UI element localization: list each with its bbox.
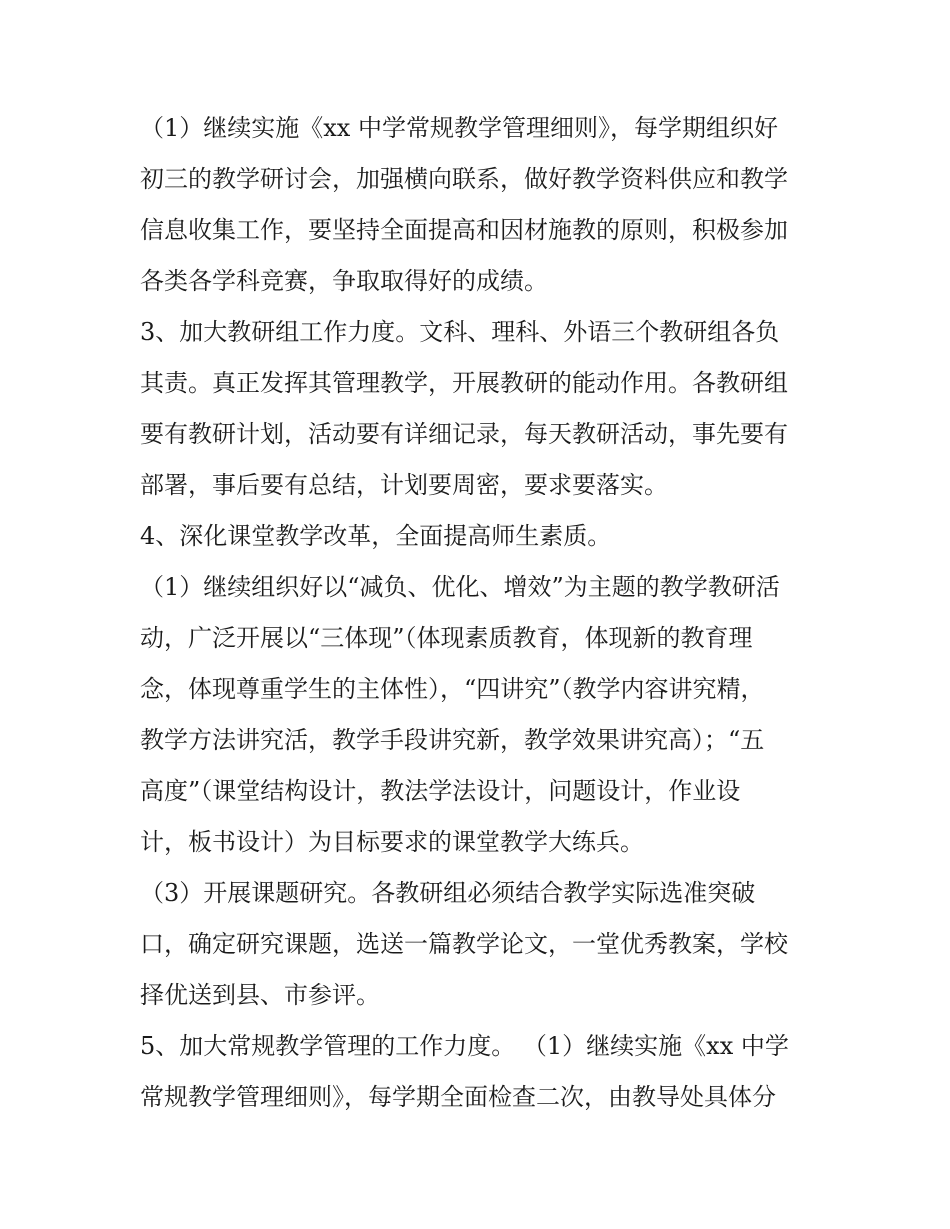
text-line: 要有教研计划，活动要有详细记录，每天教研活动，事先要有 — [140, 420, 788, 448]
text-line: 动，广泛开展以“三体现”（体现素质教育，体现新的教育理 — [140, 624, 753, 652]
text-line: 念，体现尊重学生的主体性），“四讲究”（教学内容讲究精， — [140, 675, 765, 703]
text-line: 高度”（课堂结构设计，教法学法设计，问题设计，作业设 — [140, 777, 741, 805]
text-line: 口，确定研究课题，选送一篇教学论文，一堂优秀教案，学校 — [140, 930, 788, 958]
text-line: （1）继续实施《xx 中学常规教学管理细则》，每学期组织好 — [140, 114, 778, 142]
text-line: 计，板书设计）为目标要求的课堂教学大练兵。 — [140, 828, 644, 856]
text-line: 信息收集工作，要坚持全面提高和因材施教的原则，积极参加 — [140, 216, 788, 244]
text-line: 各类各学科竞赛，争取取得好的成绩。 — [140, 267, 548, 295]
text-line: 常规教学管理细则》，每学期全面检查二次，由教导处具体分 — [140, 1083, 776, 1111]
text-line: 3、加大教研组工作力度。文科、理科、外语三个教研组各负 — [140, 318, 780, 346]
text-line: 5、加大常规教学管理的工作力度。 （1）继续实施《xx 中学 — [140, 1032, 789, 1060]
text-line: 部署，事后要有总结，计划要周密，要求要落实。 — [140, 471, 668, 499]
text-line: 4、深化课堂教学改革，全面提高师生素质。 — [140, 522, 612, 550]
document-body — [140, 103, 820, 1123]
text-line: 其责。真正发挥其管理教学，开展教研的能动作用。各教研组 — [140, 369, 788, 397]
text-line: 择优送到县、市参评。 — [140, 981, 380, 1009]
text-line: （1）继续组织好以“减负、优化、增效”为主题的教学教研活 — [140, 573, 780, 601]
text-line: （3）开展课题研究。各教研组必须结合教学实际选准突破 — [140, 879, 756, 907]
text-line: 教学方法讲究活，教学手段讲究新，教学效果讲究高）；“五 — [140, 726, 765, 754]
text-line: 初三的教学研讨会，加强横向联系，做好教学资料供应和教学 — [140, 165, 788, 193]
